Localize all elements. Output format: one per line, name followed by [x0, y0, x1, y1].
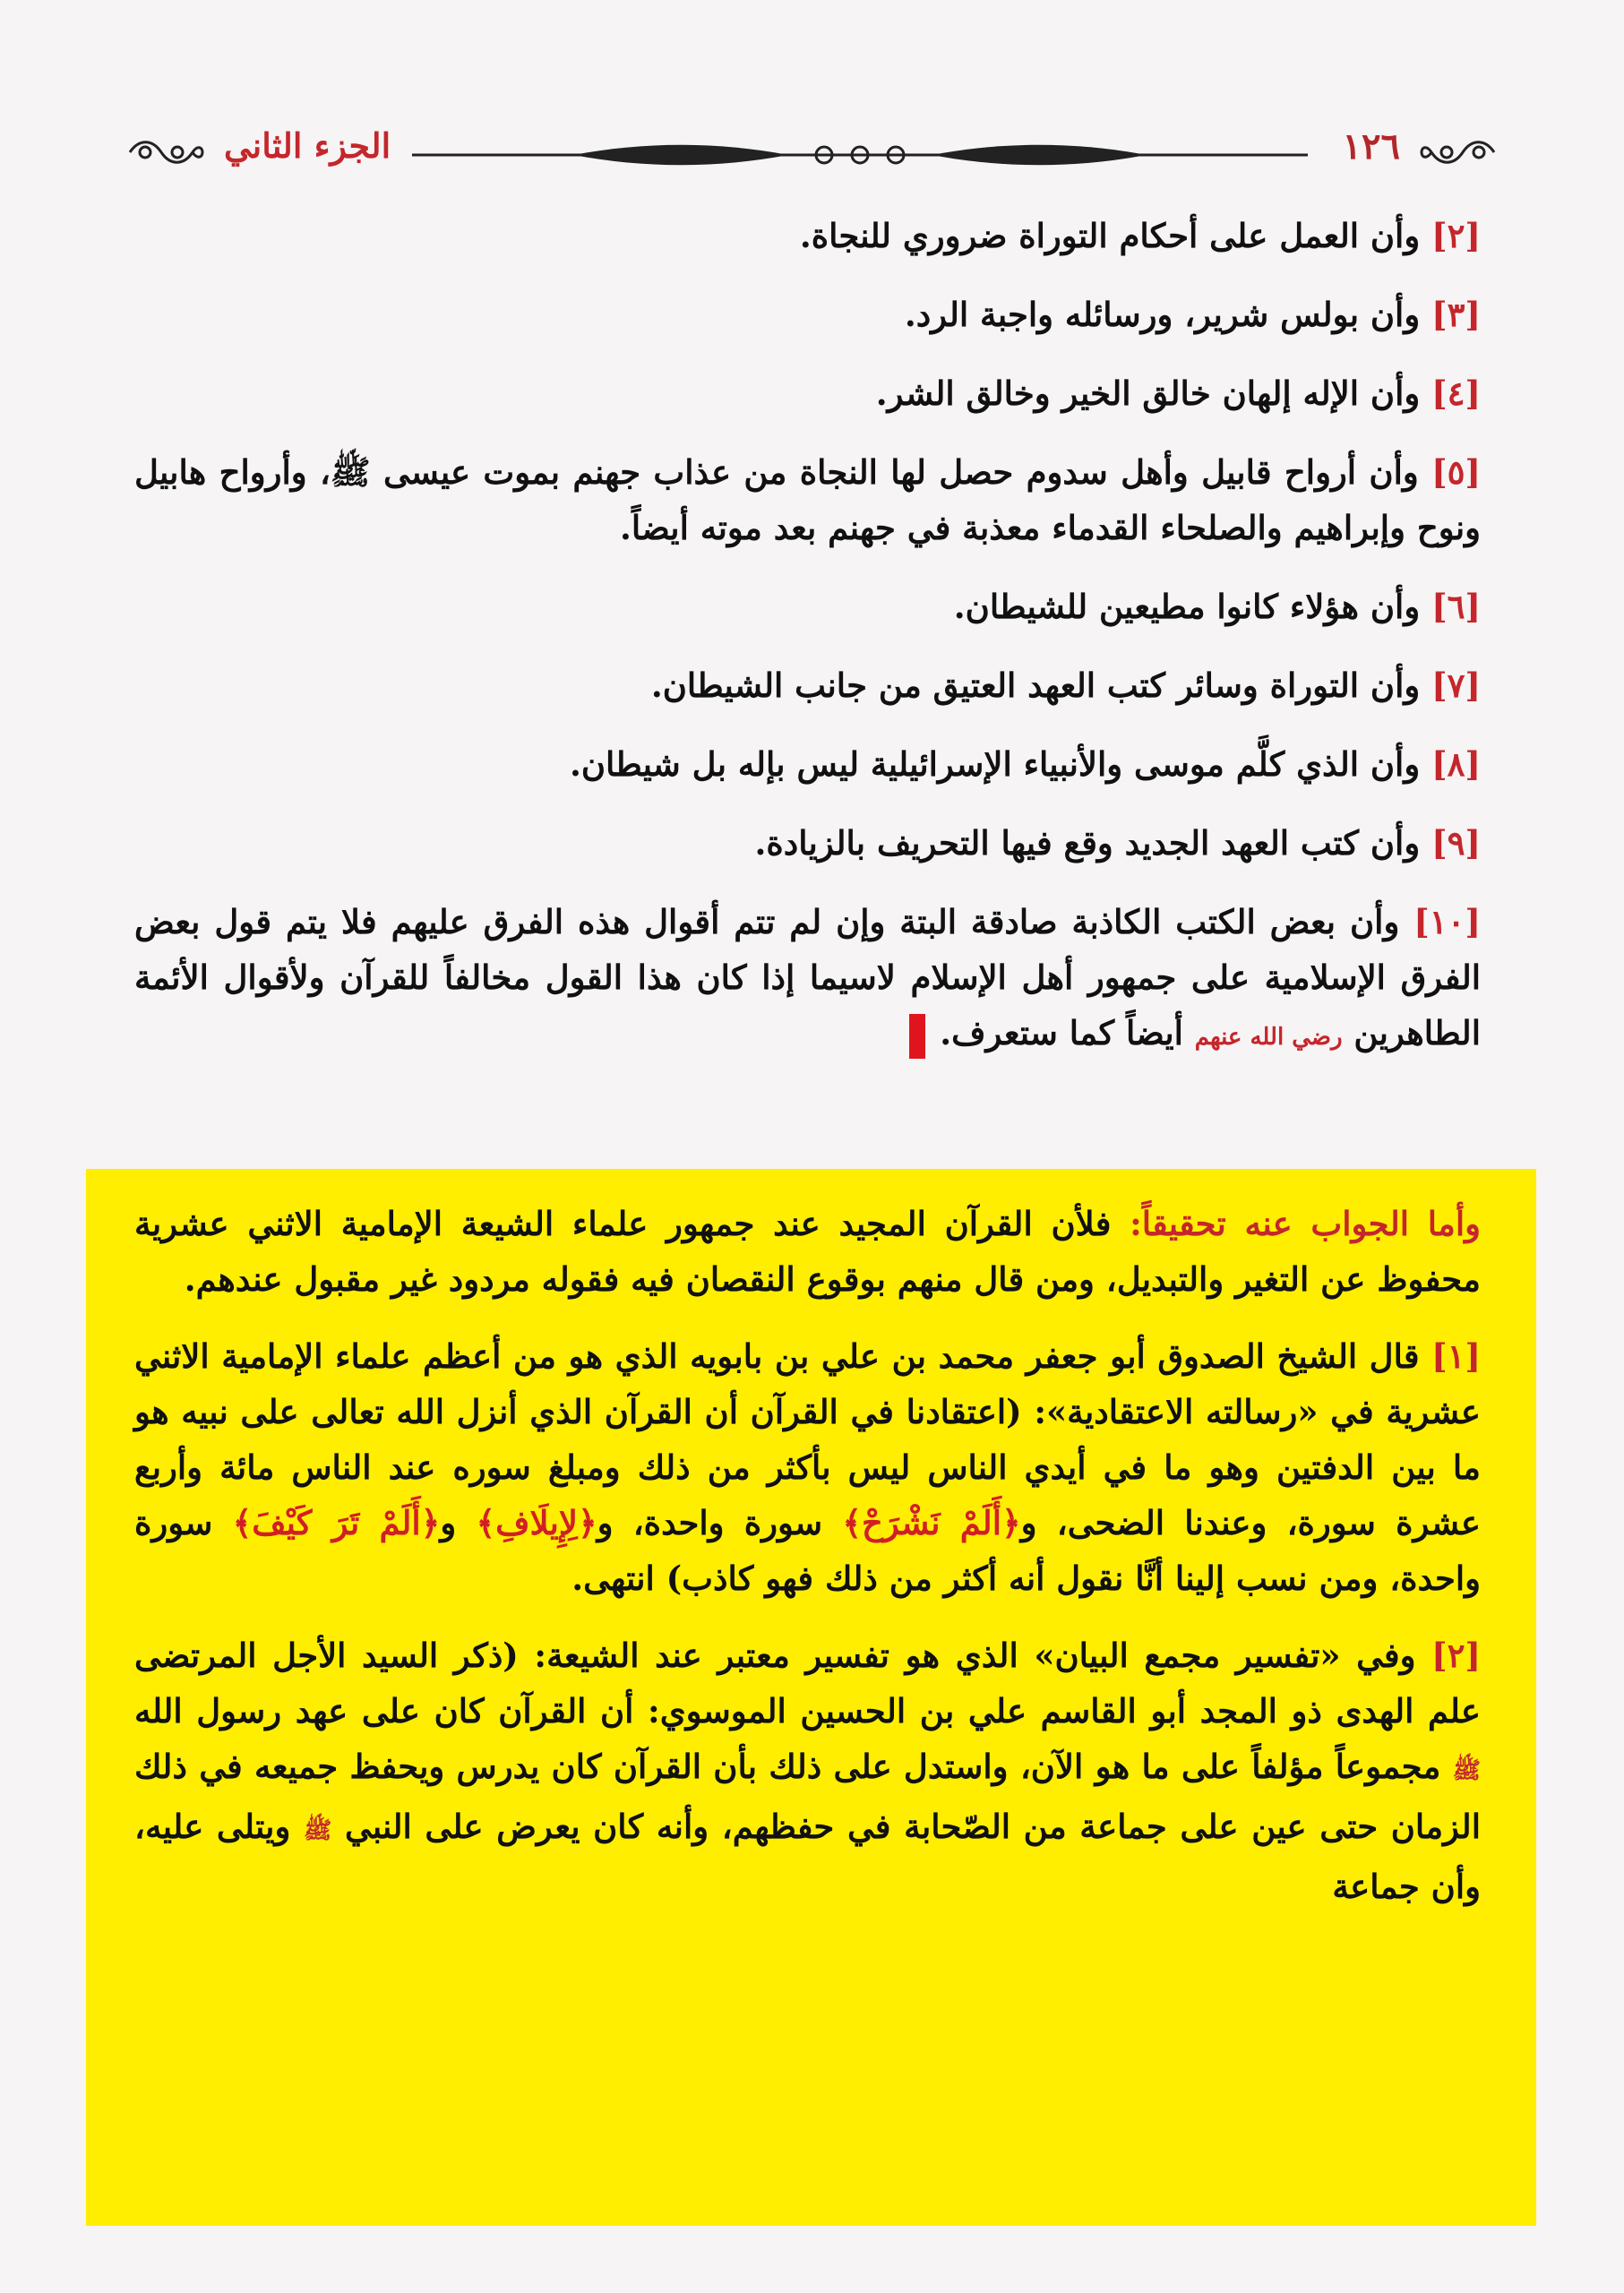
list-item-10: [١٠] وأن بعض الكتب الكاذبة صادقة البتة وإن لم تتم أقوال هذه الفرق عليهم فلا يتم قول بعض الفرق الإسلامية على جمهور أهل الإسلام لاسيما إذا كان هذا القول مخالفاً للقرآن ولأقوال الأئمة الطاهرين رضي الله عنهم أيضاً كما ستعرف.	[134, 894, 1481, 1065]
list-item: [٥] وأن أرواح قابيل وأهل سدوم حصل لها النجاة من عذاب جهنم بموت عيسى ﷺ، وأرواح هابيل ونوح وإبراهيم والصلحاء القدماء معذبة في جهنم بعد موته أيضاً.	[134, 452, 1481, 547]
list-item: [٣] وأن بولس شرير، ورسائله واجبة الرد.	[904, 295, 1481, 334]
red-marker	[909, 1014, 925, 1059]
quote-1: [١] قال الشيخ الصدوق أبو جعفر محمد بن علي بن بابويه الذي هو من أعظم علماء الإمامية الاثني عشرية في «رسالته الاعتقادية»: (اعتقادنا في القرآن أن القرآن الذي أنزل الله تعالى على نبيه هو ما بين الدفتين وهو ما في أيدي الناس ليس بأكثر من ذلك ومبلغ سوره عند الناس مائة وأربع عشرة سورة، وعندنا الضحى، و﴿أَلَمْ نَشْرَحْ﴾ سورة واحدة، و﴿لِإِيلَافِ﴾ و﴿أَلَمْ تَرَ كَيْفَ﴾ سورة واحدة، ومن نسب إلينا أنَّا نقول أنه أكثر من ذلك فهو كاذب) انتهى.	[134, 1336, 1482, 1598]
verse: ﴿أَلَمْ تَرَ كَيْفَ﴾	[232, 1503, 441, 1542]
list-item: [٩] وأن كتب العهد الجديد وقع فيها التحريف بالزيادة.	[754, 823, 1481, 863]
ornament-left-icon	[125, 134, 206, 170]
header-divider	[412, 142, 1308, 168]
page-header	[125, 125, 1499, 179]
honorific: رضي الله عنهم	[1194, 1024, 1343, 1051]
list-item: [٨] وأن الذي كلَّم موسى والأنبياء الإسرائيلية ليس بإله بل شيطان.	[569, 744, 1481, 784]
honorific: ﷺ	[303, 1817, 332, 1844]
page-number: ١٢٦	[1342, 125, 1400, 167]
quote-2: [٢] وفي «تفسير مجمع البيان» الذي هو تفسير معتبر عند الشيعة: (ذكر السيد الأجل المرتضى علم الهدى ذو المجد أبو القاسم علي بن الحسين الموسوي: أن القرآن كان على عهد رسول الله ﷺ مجموعاً مؤلفاً على ما هو الآن، واستدل على ذلك بأن القرآن كان يدرس ويحفظ جميعه في ذلك الزمان حتى عين على جماعة من الصّحابة في حفظهم، وأنه كان يعرض على النبي ﷺ ويتلى عليه، وأن جماعة	[134, 1636, 1481, 1906]
main-text	[134, 208, 1481, 1088]
list-item: [٤] وأن الإله إلهان خالق الخير وخالق الشر.	[875, 374, 1481, 413]
honorific: ﷺ	[1452, 1757, 1481, 1784]
list-item: [٧] وأن التوراة وسائر كتب العهد العتيق من جانب الشيطان.	[650, 666, 1481, 705]
verse: ﴿لِإِيلَافِ﴾	[476, 1503, 597, 1542]
ornament-right-icon	[1418, 134, 1499, 170]
verse: ﴿أَلَمْ نَشْرَحْ﴾	[842, 1503, 1021, 1542]
highlighted-text	[134, 1196, 1481, 1936]
answer-lead: وأما الجواب عنه تحقيقاً:	[1130, 1204, 1481, 1243]
list-item: [٢] وأن العمل على أحكام التوراة ضروري للنجاة.	[799, 216, 1481, 255]
answer-paragraph: وأما الجواب عنه تحقيقاً: فلأن القرآن المجيد عند جمهور علماء الشيعة الإمامية الاثني عشرية محفوظ عن التغير والتبديل، ومن قال منهم بوقوع النقصان فيه فقوله مردود غير مقبول عندهم.	[134, 1204, 1481, 1299]
part-title: الجزء الثاني	[224, 125, 391, 166]
list-item: [٦] وأن هؤلاء كانوا مطيعين للشيطان.	[953, 587, 1481, 626]
